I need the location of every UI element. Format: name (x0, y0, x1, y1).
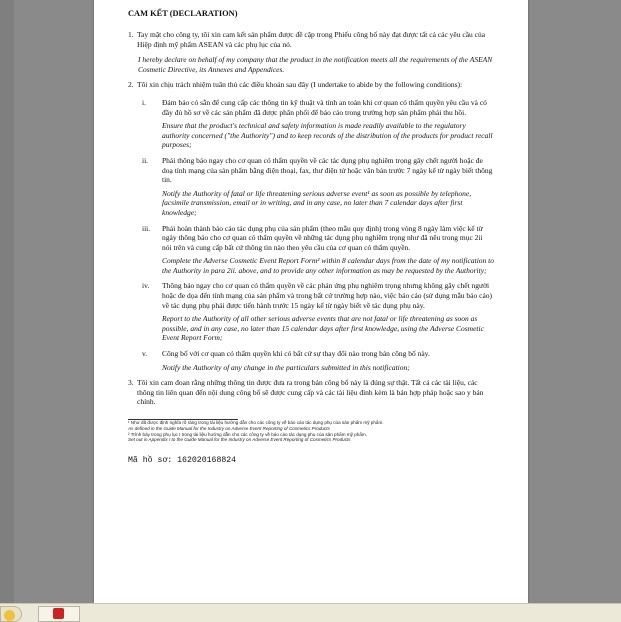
condition-text-en: Complete the Adverse Cosmetic Event Report Form² within 8 calendar days from the date of my notification to the Authority in para 2ii. above, and to provide any other information as may be requested by the Authority; (162, 256, 494, 275)
footnote-2-vi: ² Trình bày trong phụ lục I trong tài liệu hướng dẫn cho các công ty về báo cáo tác dụng phụ của sản phẩm mỹ phẩm. (128, 431, 367, 437)
condition-number: iii. (142, 223, 151, 233)
condition-ii (142, 156, 494, 185)
condition-text-vi: Công bố với cơ quan có thẩm quyền khi có bất cứ sự thay đổi nào trong bản công bố này. (162, 349, 430, 359)
condition-number: ii. (142, 155, 149, 165)
app-icon (4, 610, 15, 621)
condition-number: v. (142, 349, 148, 359)
footnote-1-vi: ¹ Như đã được định nghĩa rõ ràng trong tài liệu hướng dẫn cho các công ty về báo cáo tác dụng phụ của sản phẩm mỹ phẩm. (128, 420, 384, 425)
condition-iii (142, 224, 494, 253)
condition-text-en: Notify the Authority of any change in the particulars submitted in this notification; (162, 362, 410, 372)
condition-text-en: Report to the Authority of all other serious adverse events that are not fatal or life threatening as soon as possible, and in any case, no later than 15 calendar days after first knowledge, using the Adverse Cosmetic Event Report Form; (162, 314, 484, 343)
item-text-vi: Tôi xin cam đoan rằng những thông tin được đưa ra trong bản công bố này là đúng sự thật. Tất cả các tài liệu, các thông tin liên quan đến nội dung công bố sẽ được cung cấp và các tài liệu đính kèm là bản hợp pháp hoặc sao y bản chính. (137, 378, 484, 407)
condition-v (142, 349, 494, 359)
condition-text-en: Notify the Authority of fatal or life threatening serious adverse event¹ as soon as possible by telephone, facsimile transmission, email or in writing, and in any case, no later than 7 calendar days after first knowledge; (162, 188, 472, 217)
footnote-2-en: Set out in Appendix I to the Guide Manual for the Industry on Adverse Event Reporting of Cosmetics Products (128, 437, 351, 443)
pdf-icon (53, 608, 64, 619)
left-panel (0, 0, 14, 603)
item-text-vi: Tay mặt cho công ty, tôi xin cam kết sản phẩm được đề cập trong Phiếu công bố này đạt được tất cả các yêu cầu của Hiệp định mỹ phẩm ASEAN và các phụ lục của nó. (137, 30, 486, 49)
condition-text-vi: Phải thông báo ngay cho cơ quan có thẩm quyền về các tác dụng phụ nghiêm trọng gây chết người hoặc đe doạ tính mạng của sản phẩm bằng điện thoại, fax, thư điện tử hoặc văn bản trước 7 ngày kể từ ngày biết thông tin. (162, 155, 493, 185)
item-number: 3. (128, 378, 134, 388)
item-number: 1. (128, 30, 134, 39)
document-content (128, 9, 494, 465)
declaration-item-1 (128, 30, 494, 49)
document-title: CAM KẾT (DECLARATION) (128, 9, 238, 18)
footnote-1-en: As defined in the Guide Manual for the Industry on Adverse Event Reporting of Cosmetics Products (128, 425, 330, 431)
item-text-en: I hereby declare on behalf of my company that the product in the notification meets all the requirements of the ASEAN Cosmetic Directive, its Annexes and Appendices. (138, 55, 493, 74)
item-number: 2. (128, 80, 134, 90)
declaration-item-2 (128, 80, 494, 90)
file-code: Mã hồ sơ: 162020168824 (128, 456, 237, 466)
item-text-vi: Tôi xin chịu trách nhiệm tuân thủ các điều khoản sau đây (I undertake to abide by the following conditions): (137, 80, 463, 90)
condition-text-vi: Thông báo ngay cho cơ quan có thẩm quyền về các phản ứng phụ nghiêm trọng nhưng không gây chết người hoặc đe dọa đến tính mạng của sản phẩm và trong bất cứ trường hợp nào, việc báo cáo (sử dụng mẫu báo cáo) về tác dụng phụ phải được tiến hành trước 15 ngày kể từ ngày biết về tác dụng phụ này. (162, 281, 493, 310)
document-page (94, 0, 528, 603)
condition-iv (142, 281, 494, 310)
condition-text-vi: Đảm bảo có sẵn để cung cấp các thông tin kỹ thuật và tính an toàn khi cơ quan có thẩm quyền yêu cầu và có đầy đủ hồ sơ về các sản phẩm đã được phân phối để báo cáo trong trường hợp sản phẩm phải thu hồi. (162, 97, 487, 117)
condition-number: i. (142, 97, 146, 107)
condition-i (142, 98, 494, 117)
condition-number: iv. (142, 281, 150, 291)
condition-text-en: Ensure that the product's technical and safety information is made readily available to the regulatory authority concerned ("the Authority") and to keep records of the distribution of the products for product recall purposes; (162, 121, 493, 150)
condition-text-vi: Phải hoàn thành báo cáo tác dụng phụ của sản phẩm (theo mẫu quy định) trong vòng 8 ngày làm việc kể từ ngày thông báo cho cơ quan có thẩm quyền về những tác dụng phụ nghiêm trọng như đã nêu trong mục 2ii nói trên và cung cấp bất cứ thông tin nào theo yêu cầu của cơ quan có thẩm quyền. (162, 223, 483, 252)
taskbar (0, 603, 621, 622)
taskbar-item-pdf[interactable] (38, 606, 80, 622)
declaration-item-3 (128, 378, 494, 407)
start-button[interactable] (0, 606, 22, 622)
